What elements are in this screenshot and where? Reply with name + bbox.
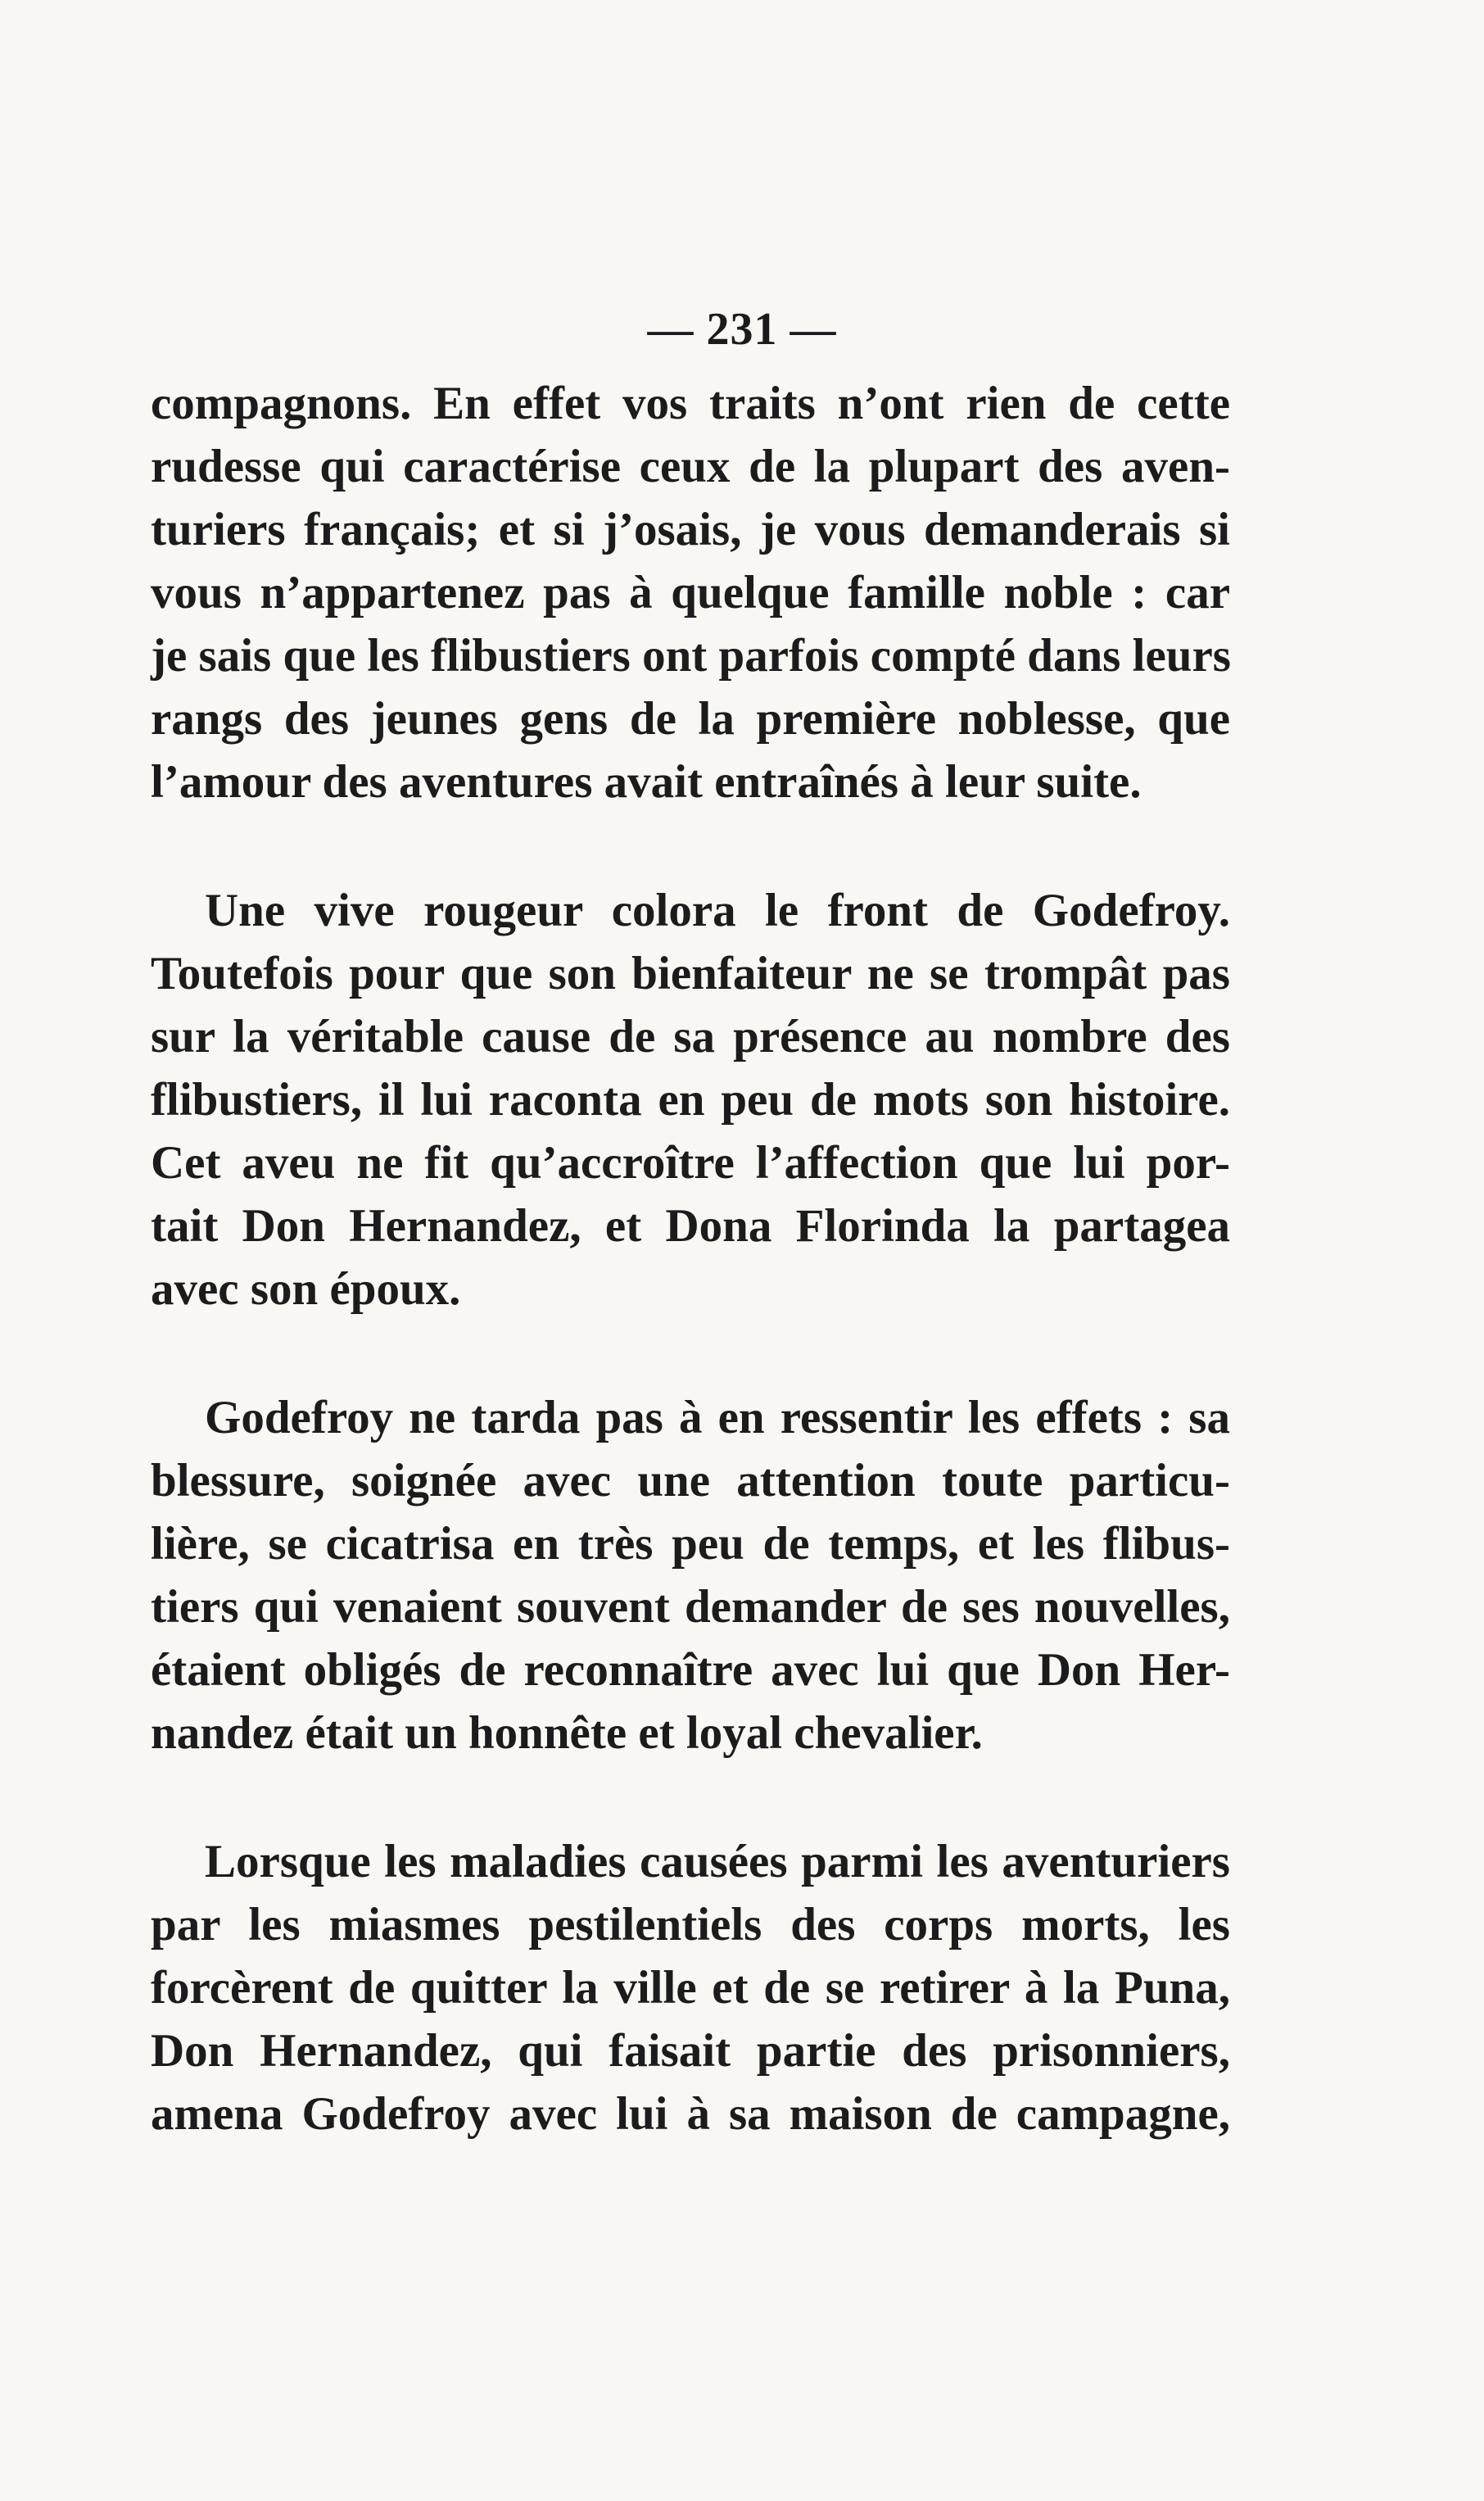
text-line: je sais que les flibustiers ont parfois compté dans leurs: [151, 630, 1231, 682]
paragraph-3: [151, 1386, 1230, 1765]
paragraph-gap: [151, 1321, 1230, 1386]
text-line: tait Don Hernandez, et Dona Florinda la partagea: [151, 1200, 1230, 1252]
text-line: Cet aveu ne fit qu’accroître l’affection que lui por-: [151, 1137, 1230, 1189]
text-line: nandez était un honnête et loyal chevalier.: [151, 1707, 983, 1759]
text-line: turiers français; et si j’osais, je vous demanderais si: [151, 504, 1230, 555]
text-line: Toutefois pour que son bienfaiteur ne se trompât pas: [151, 948, 1230, 999]
paragraph-1: [151, 372, 1230, 813]
text-line: flibustiers, il lui raconta en peu de mots son histoire.: [151, 1074, 1230, 1126]
text-line: compagnons. En effet vos traits n’ont rien de cette: [151, 378, 1230, 429]
text-line: blessure, soignée avec une attention toute particu-: [151, 1455, 1230, 1506]
text-line: Don Hernandez, qui faisait partie des prisonniers,: [151, 2025, 1230, 2077]
text-line: sur la véritable cause de sa présence au nombre des: [151, 1011, 1230, 1062]
text-line: forcèrent de quitter la ville et de se retirer à la Puna,: [151, 1962, 1230, 2014]
text-line: rangs des jeunes gens de la première noblesse, que: [151, 693, 1230, 745]
text-line: Une vive rougeur colora le front de Godefroy.: [205, 885, 1230, 936]
paragraph-4: [151, 1830, 1230, 2145]
body-text: [151, 372, 1230, 2145]
text-line: rudesse qui caractérise ceux de la plupart des aven-: [151, 441, 1230, 492]
text-line: Godefroy ne tarda pas à en ressentir les effets : sa: [205, 1392, 1230, 1443]
paragraph-gap: [151, 813, 1230, 879]
text-line: amena Godefroy avec lui à sa maison de campagne,: [151, 2088, 1230, 2140]
text-line: avec son époux.: [151, 1263, 461, 1315]
text-line: étaient obligés de reconnaître avec lui que Don Her-: [151, 1644, 1230, 1696]
text-line: l’amour des aventures avait entraînés à leur suite.: [151, 756, 1142, 808]
text-line: lière, se cicatrisa en très peu de temps, et les flibus-: [151, 1518, 1230, 1570]
paragraph-2: [151, 879, 1230, 1321]
paragraph-gap: [151, 1765, 1230, 1830]
page-number: — 231 —: [647, 304, 837, 355]
text-line: vous n’appartenez pas à quelque famille noble : car: [151, 567, 1230, 618]
text-line: Lorsque les maladies causées parmi les aventuriers: [205, 1836, 1230, 1887]
text-line: par les miasmes pestilentiels des corps morts, les: [151, 1899, 1230, 1951]
text-line: tiers qui venaient souvent demander de ses nouvelles,: [151, 1581, 1230, 1633]
